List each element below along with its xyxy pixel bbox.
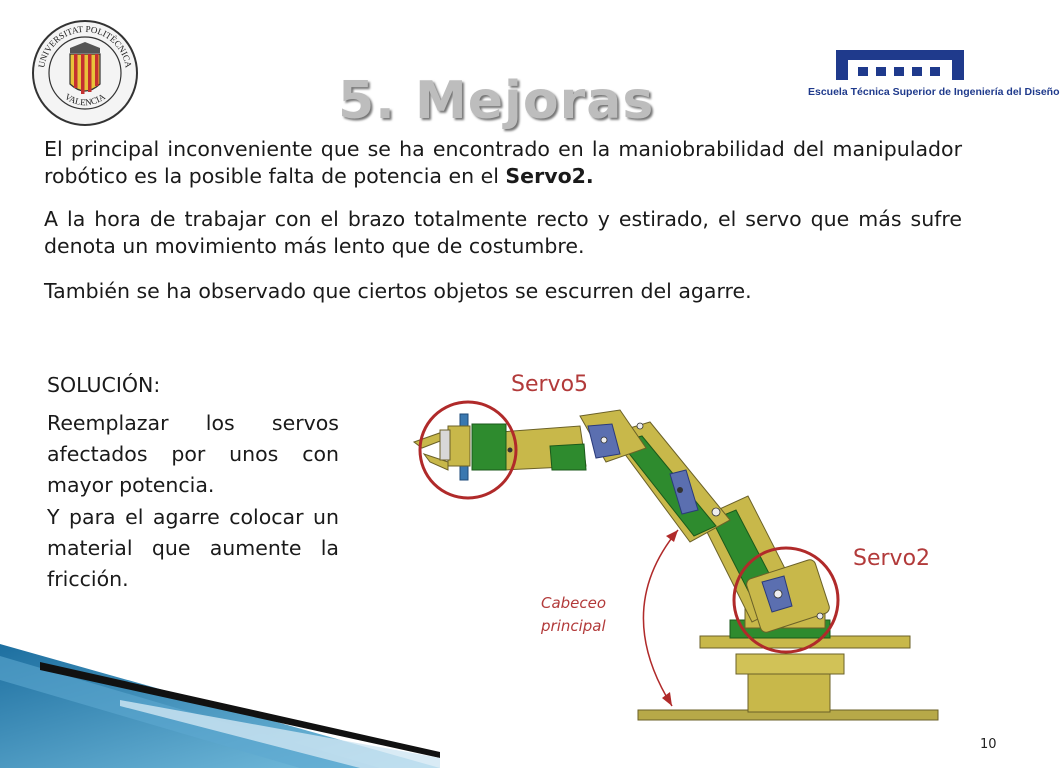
intro-paragraph-3: También se ha observado que ciertos objetos se escurren del agarre. [44, 279, 752, 303]
pitch-label-line-2: principal [541, 617, 606, 635]
servo2-label: Servo2 [853, 546, 931, 571]
corner-decoration [0, 640, 440, 768]
seal-top-text: UNIVERSITAT POLITÈCNICA [36, 23, 134, 69]
servo2-emphasis: Servo2. [505, 164, 594, 188]
intro-paragraph-2: A la hora de trabajar con el brazo totalmente recto y estirado, el servo que más sufre denota un movimiento más lento que de costumbre. [44, 207, 962, 258]
servo5-label: Servo5 [511, 372, 589, 397]
pitch-label-line-1: Cabeceo [541, 594, 607, 612]
slide-title: 5. Mejoras [338, 70, 655, 131]
solution-item-1: Reemplazar los servos afectados por unos con mayor potencia. [47, 411, 339, 497]
pitch-label [541, 592, 606, 638]
solution-heading: SOLUCIÓN: [47, 373, 161, 397]
upv-seal-logo [30, 18, 140, 128]
seal-bottom-text: VALENCIA [63, 91, 107, 108]
intro-paragraph-1-text: El principal inconveniente que se ha encontrado en la maniobrabilidad del manipulador robótico es la posible falta de potencia en el [44, 137, 962, 188]
page-number: 10 [980, 737, 997, 752]
institution-name: Escuela Técnica Superior de Ingeniería del Diseño [808, 86, 1060, 98]
solution-item-2: Y para el agarre colocar un material que aumente la fricción. [47, 505, 339, 591]
intro-paragraph-1 [44, 136, 962, 190]
